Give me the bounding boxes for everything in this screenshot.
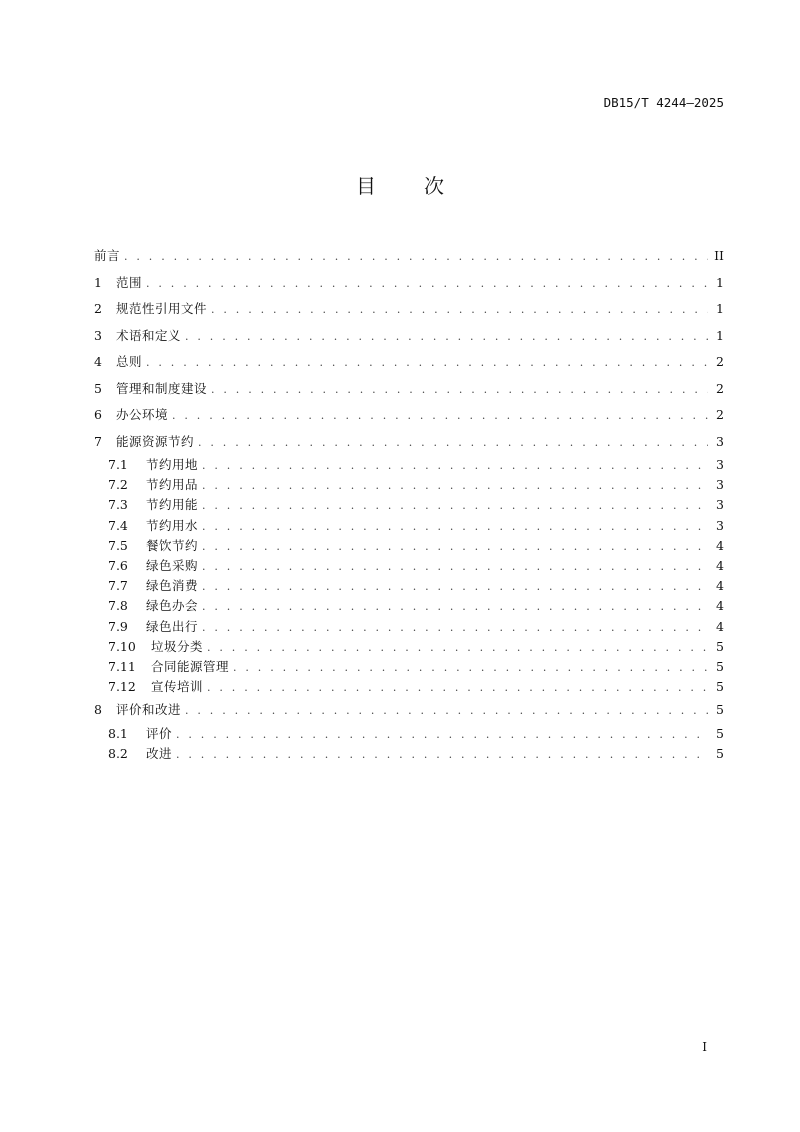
toc-page: 3 bbox=[716, 497, 724, 513]
toc-entry-7-12[interactable] bbox=[94, 677, 724, 697]
toc-entry-8-2[interactable] bbox=[94, 744, 724, 764]
toc-label: 绿色办会 bbox=[146, 598, 199, 614]
toc-label: 垃圾分类 bbox=[151, 638, 204, 654]
toc-entry-7-4[interactable] bbox=[94, 516, 724, 536]
leader-dots bbox=[202, 476, 708, 496]
toc-num: 7.9 bbox=[108, 618, 128, 634]
toc-page: II bbox=[714, 248, 724, 263]
toc-label: 合同能源管理 bbox=[151, 658, 230, 674]
leader-dots bbox=[211, 297, 708, 324]
toc-num: 1 bbox=[94, 274, 102, 290]
toc-label: 总则 bbox=[116, 354, 143, 369]
toc-label: 办公环境 bbox=[116, 407, 169, 422]
toc-num: 7.2 bbox=[108, 477, 128, 493]
leader-dots bbox=[185, 698, 708, 725]
toc-label: 宣传培训 bbox=[151, 679, 204, 695]
toc-num: 8.2 bbox=[108, 745, 128, 761]
toc-num: 7.12 bbox=[108, 679, 136, 695]
toc-label: 前言 bbox=[94, 248, 121, 263]
toc-label: 节约用能 bbox=[146, 497, 199, 513]
toc-num: 7.11 bbox=[108, 658, 136, 674]
toc-page: 5 bbox=[716, 702, 724, 718]
toc-label: 管理和制度建设 bbox=[116, 380, 208, 396]
toc-page: 3 bbox=[716, 517, 724, 533]
leader-dots bbox=[202, 456, 708, 476]
toc-entry-7-9[interactable] bbox=[94, 617, 724, 637]
leader-dots bbox=[207, 678, 708, 698]
toc-entry-7-2[interactable] bbox=[94, 475, 724, 495]
toc-entry-7[interactable] bbox=[94, 429, 724, 456]
page-title bbox=[0, 170, 800, 199]
toc-num: 2 bbox=[94, 301, 102, 316]
toc-page: 2 bbox=[716, 354, 724, 369]
toc-page: 4 bbox=[716, 557, 724, 573]
leader-dots bbox=[202, 557, 708, 577]
leader-dots bbox=[207, 638, 708, 658]
toc-label: 术语和定义 bbox=[116, 327, 182, 343]
toc-entry-1[interactable] bbox=[94, 270, 724, 297]
toc-num: 7.10 bbox=[108, 638, 136, 654]
leader-dots bbox=[172, 403, 708, 430]
toc-num: 7.4 bbox=[108, 517, 128, 533]
leader-dots bbox=[146, 350, 708, 377]
toc-entry-8-1[interactable] bbox=[94, 724, 724, 744]
toc-label: 能源资源节约 bbox=[116, 433, 195, 449]
toc-page: 5 bbox=[716, 679, 724, 695]
toc-page: 2 bbox=[716, 380, 724, 396]
toc-entry-7-8[interactable] bbox=[94, 596, 724, 616]
toc-page: 5 bbox=[716, 725, 724, 741]
toc-page: 3 bbox=[716, 477, 724, 493]
title-char-1: 目 bbox=[356, 174, 376, 198]
toc-entry-foreword[interactable] bbox=[94, 243, 724, 270]
toc-entry-8[interactable] bbox=[94, 697, 724, 724]
toc-entry-7-10[interactable] bbox=[94, 637, 724, 657]
leader-dots bbox=[202, 577, 708, 597]
toc-entry-3[interactable] bbox=[94, 323, 724, 350]
leader-dots bbox=[202, 517, 708, 537]
toc-entry-7-7[interactable] bbox=[94, 576, 724, 596]
toc-page: 4 bbox=[716, 618, 724, 634]
toc-num: 7.3 bbox=[108, 497, 128, 513]
toc-label: 范围 bbox=[116, 274, 143, 290]
leader-dots bbox=[202, 537, 708, 557]
leader-dots bbox=[233, 658, 708, 678]
toc-page: 1 bbox=[716, 327, 724, 343]
toc-num: 7.5 bbox=[108, 537, 128, 553]
toc-entry-2[interactable] bbox=[94, 296, 724, 323]
toc-entry-7-5[interactable] bbox=[94, 536, 724, 556]
toc-label: 餐饮节约 bbox=[146, 537, 199, 553]
toc-num: 7.8 bbox=[108, 598, 128, 614]
leader-dots bbox=[211, 377, 708, 404]
toc-label: 评价 bbox=[146, 725, 173, 741]
leader-dots bbox=[146, 271, 708, 298]
toc-entry-5[interactable] bbox=[94, 376, 724, 403]
toc-entry-7-11[interactable] bbox=[94, 657, 724, 677]
toc-label: 绿色出行 bbox=[146, 618, 199, 634]
toc-label: 节约用地 bbox=[146, 457, 199, 472]
toc-num: 6 bbox=[94, 407, 102, 422]
page-number: I bbox=[702, 1040, 707, 1054]
toc-entry-6[interactable] bbox=[94, 402, 724, 429]
toc-page: 2 bbox=[716, 407, 724, 422]
toc-num: 4 bbox=[94, 354, 102, 369]
toc-page: 3 bbox=[716, 457, 724, 472]
toc-page: 5 bbox=[716, 638, 724, 654]
table-of-contents bbox=[94, 243, 724, 764]
toc-num: 7.1 bbox=[108, 457, 128, 472]
document-code: DB15/T 4244—2025 bbox=[603, 95, 724, 110]
toc-page: 4 bbox=[716, 598, 724, 614]
leader-dots bbox=[185, 324, 708, 351]
toc-page: 1 bbox=[716, 274, 724, 290]
toc-label: 评价和改进 bbox=[116, 702, 182, 718]
leader-dots bbox=[202, 597, 708, 617]
toc-page: 4 bbox=[716, 578, 724, 594]
toc-num: 5 bbox=[94, 380, 102, 396]
toc-page: 5 bbox=[716, 658, 724, 674]
leader-dots bbox=[202, 618, 708, 638]
toc-page: 1 bbox=[716, 301, 724, 316]
toc-num: 8.1 bbox=[108, 725, 128, 741]
leader-dots bbox=[176, 725, 708, 745]
toc-entry-4[interactable] bbox=[94, 349, 724, 376]
toc-num: 7.7 bbox=[108, 578, 128, 594]
toc-page: 4 bbox=[716, 537, 724, 553]
leader-dots bbox=[176, 745, 708, 765]
toc-page: 3 bbox=[716, 433, 724, 449]
leader-dots bbox=[202, 496, 708, 516]
title-char-2: 次 bbox=[424, 174, 444, 198]
toc-entry-7-1[interactable] bbox=[94, 455, 724, 475]
leader-dots bbox=[124, 244, 708, 271]
toc-label: 绿色消费 bbox=[146, 578, 199, 594]
toc-num: 3 bbox=[94, 327, 102, 343]
toc-label: 改进 bbox=[146, 745, 173, 761]
toc-num: 8 bbox=[94, 702, 102, 718]
toc-label: 绿色采购 bbox=[146, 557, 199, 573]
leader-dots bbox=[198, 430, 708, 457]
toc-entry-7-6[interactable] bbox=[94, 556, 724, 576]
toc-entry-7-3[interactable] bbox=[94, 495, 724, 515]
toc-page: 5 bbox=[716, 745, 724, 761]
toc-num: 7.6 bbox=[108, 557, 128, 573]
toc-label: 规范性引用文件 bbox=[116, 301, 208, 316]
toc-label: 节约用水 bbox=[146, 517, 199, 533]
toc-label: 节约用品 bbox=[146, 477, 199, 493]
toc-num: 7 bbox=[94, 433, 102, 449]
